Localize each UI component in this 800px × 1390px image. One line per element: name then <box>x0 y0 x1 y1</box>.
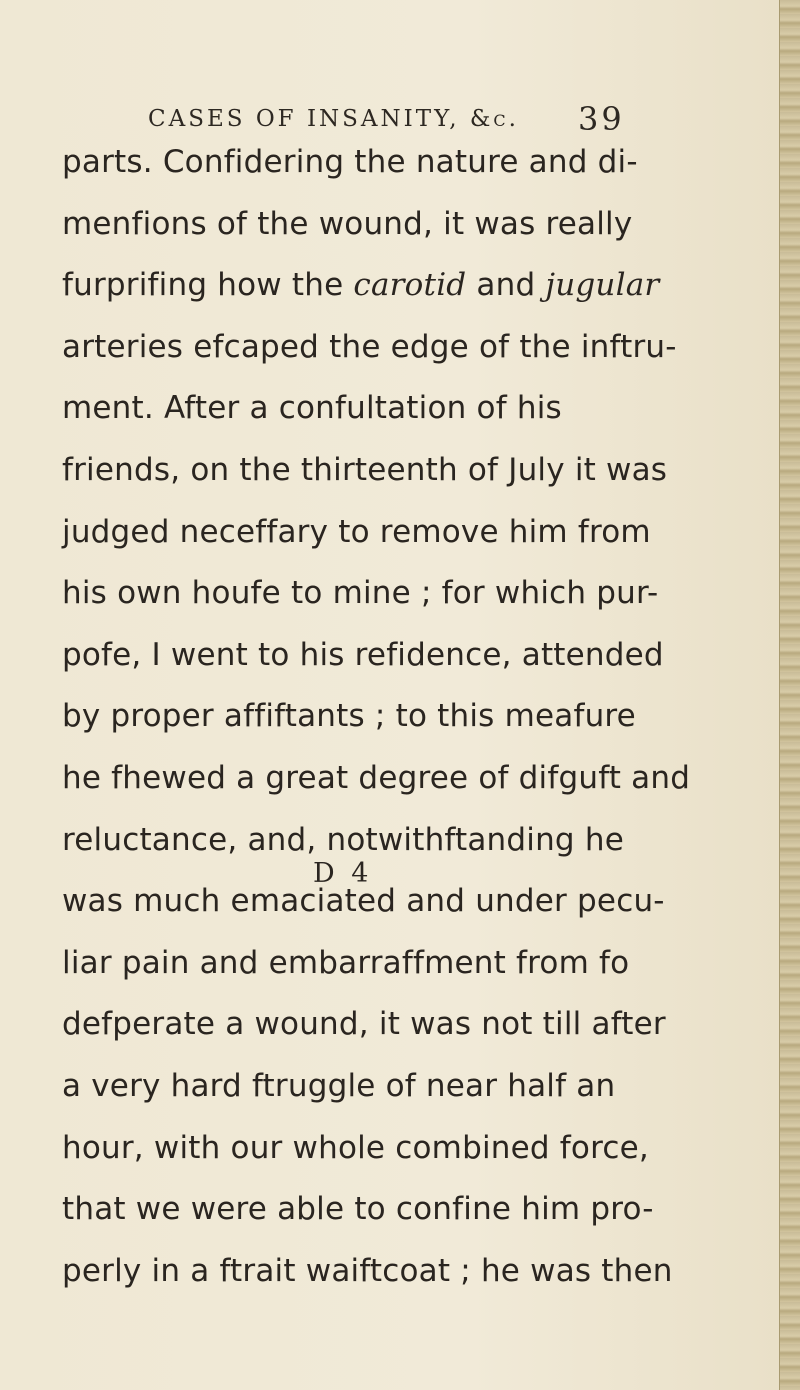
page-number: 39 <box>578 100 625 138</box>
text-line: parts. Confidering the nature and di- <box>62 144 638 180</box>
text-line: a very hard ftruggle of near half an <box>62 1067 616 1104</box>
text-line: friends, on the thirteenth of July it was <box>62 451 668 488</box>
text-line: judged neceffary to remove him from <box>62 513 651 550</box>
italic-term-jugular: jugular <box>545 267 660 304</box>
signature-mark: D 4 <box>313 858 373 889</box>
text-line: hour, with our whole combined force, <box>62 1129 649 1166</box>
text-line: liar pain and embarraffment from fo <box>62 944 630 981</box>
text-line: perly in a ftrait waiftcoat ; he was then <box>62 1252 673 1289</box>
text-line: arteries efcaped the edge of the inftru- <box>62 328 677 365</box>
text-line: menfions of the wound, it was really <box>62 205 633 242</box>
text-line: his own houfe to mine ; for which pur- <box>62 575 659 612</box>
text-line: was much emaciated and under pecu- <box>62 883 665 920</box>
text-line: he fhewed a great degree of difguft and <box>62 759 691 796</box>
text-fragment: and <box>466 267 546 304</box>
text-line: ment. After a confultation of his <box>62 390 562 427</box>
page-edge <box>779 0 800 1390</box>
running-head: CASES OF INSANITY, &c. <box>148 106 519 132</box>
text-line: by proper affiftants ; to this meafure <box>62 698 636 735</box>
text-fragment: furprifing how the <box>62 267 354 304</box>
text-line <box>62 255 702 317</box>
text-line: pofe, I went to his refidence, attended <box>62 636 664 673</box>
text-line: defperate a wound, it was not till after <box>62 1006 666 1043</box>
text-line: that we were able to confine him pro- <box>62 1191 654 1228</box>
body-text <box>62 132 702 1302</box>
italic-term-carotid: carotid <box>353 267 467 304</box>
text-line: reluctance, and, notwithftanding he <box>62 821 624 858</box>
